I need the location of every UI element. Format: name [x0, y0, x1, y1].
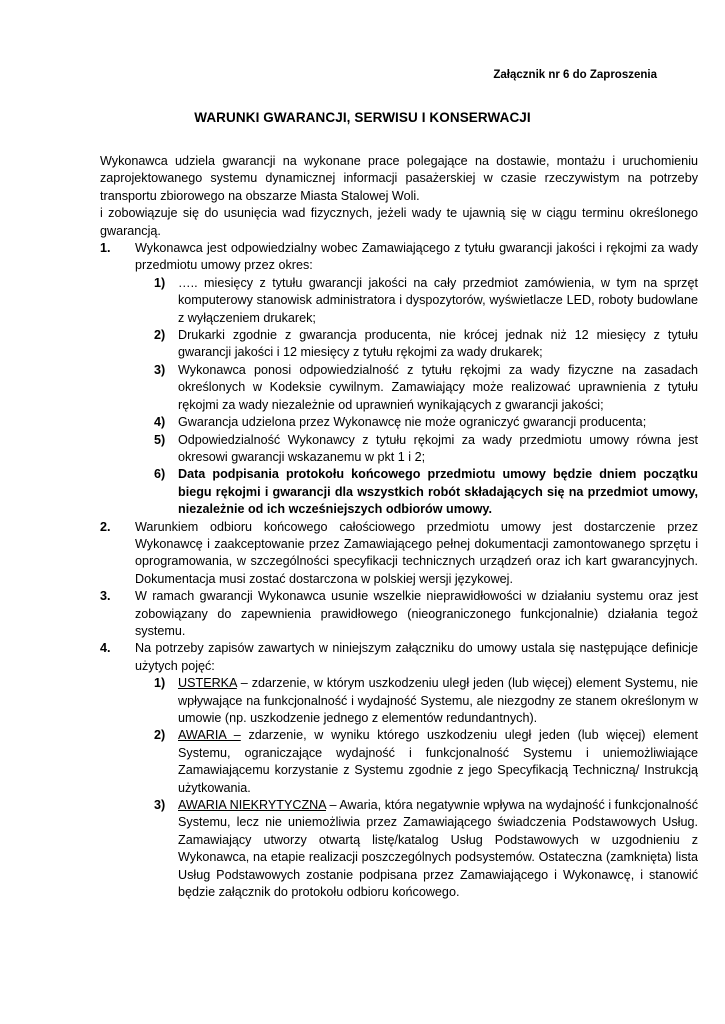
definition-term: AWARIA –: [178, 728, 241, 743]
list-item: [100, 588, 698, 640]
list-item: [100, 519, 698, 589]
document-title: WARUNKI GWARANCJI, SERWISU I KONSERWACJI: [194, 110, 531, 125]
item-number: 4.: [100, 641, 111, 656]
sub-item-text: Odpowiedzialność Wykonawcy z tytułu rękojmi za wady przedmiotu umowy równa jest okresowi gwarancji wskazanemu w pkt 1 i 2;: [178, 432, 698, 464]
item-text: Na potrzeby zapisów zawartych w niniejszym załączniku do umowy ustala się następujące definicje użytych pojęć:: [135, 641, 698, 673]
item-number: 2.: [100, 519, 111, 534]
sub-item-number: 1): [154, 676, 166, 691]
sub-item-number: 3): [154, 798, 166, 813]
sub-list-item: [100, 432, 698, 467]
item-text: Wykonawca jest odpowiedzialny wobec Zamawiającego z tytułu gwarancji jakości i rękojmi za wady przedmiotu umowy przez okres:: [135, 241, 698, 273]
sub-item-number: 2): [154, 728, 166, 743]
sub-list-item: [100, 727, 698, 797]
sub-list-item: [100, 797, 698, 901]
sub-item-number: 6): [154, 467, 166, 482]
sub-item-number: 4): [154, 415, 166, 430]
sub-item-text: Drukarki zgodnie z gwarancja producenta, nie krócej jednak niż 12 miesięcy z tytułu gwarancji jakości i 12 miesięcy z tytułu rękojmi za wady drukarek;: [178, 328, 698, 360]
sub-item-text: Gwarancja udzielona przez Wykonawcę nie może ograniczyć gwarancji producenta;: [178, 415, 647, 430]
intro-paragraph: Wykonawca udziela gwarancji na wykonane prace polegające na dostawie, montażu i uruchomieniu zaprojektowanego systemu dynamicznej informacji pasażerskiej w czasie rzeczywistym na potrzeby transportu zbiorowego na obszarze Miasta Stalowej Woli.: [100, 154, 698, 203]
sub-list-item: [100, 275, 698, 327]
sub-item-number: 1): [154, 275, 166, 290]
sub-list-item: [100, 466, 698, 518]
definition-term: USTERKA: [178, 676, 237, 691]
item-text: Warunkiem odbioru końcowego całościowego przedmiotu umowy jest dostarczenie przez Wykonawcę i zaakceptowanie przez Zamawiającego pełnej dokumentacji zamontowanego sprzętu i oprogramowania, w szczególności specyfikacji technicznych urządzeń oraz ich kart gwarancyjnych. Dokumentacja musi zostać dostarczona w polskiej wersji językowej.: [135, 519, 698, 586]
main-list: [100, 240, 698, 901]
definition-text: zdarzenie, w wyniku którego uszkodzeniu uległ jeden (lub więcej) element Systemu, ograniczające wydajność i funkcjonalność Systemu i uniemożliwiające Zamawiającemu korzystanie z Systemu zgodnie z jego Specyfikacją Techniczną/ Instrukcją użytkowania.: [178, 728, 698, 795]
list-item: [100, 240, 698, 275]
sub-item-text: ….. miesięcy z tytułu gwarancji jakości na cały przedmiot zamówienia, w tym na sprzęt komputerowy stanowisk administratora i dyspozytorów, wyświetlacze LED, roboty budowlane z wyłączeniem drukarek;: [178, 275, 698, 325]
item-number: 1.: [100, 241, 111, 256]
intro-paragraph: i zobowiązuje się do usunięcia wad fizycznych, jeżeli wady te ujawnią się w ciągu terminu określonego gwarancją.: [100, 206, 698, 238]
sub-item-number: 3): [154, 362, 166, 377]
sub-list-item: [100, 414, 698, 431]
item-number: 3.: [100, 589, 111, 604]
sub-item-text: Wykonawca ponosi odpowiedzialność z tytułu rękojmi za wady fizyczne na zasadach określonych w Kodeksie cywilnym. Zamawiający może realizować uprawnienia z tytułu rękojmi za wady niezależnie od uprawnień wynikających z gwarancji jakości;: [178, 362, 698, 412]
annex-label: Załącznik nr 6 do Zaproszenia: [493, 69, 657, 81]
sub-item-number: 5): [154, 432, 166, 447]
sub-list-item: [100, 327, 698, 362]
list-item: [100, 640, 698, 675]
definition-term: AWARIA NIEKRYTYCZNA: [178, 798, 326, 813]
sub-list-item: [100, 675, 698, 727]
sub-list-item: [100, 362, 698, 414]
item-text: W ramach gwarancji Wykonawca usunie wszelkie nieprawidłowości w działaniu systemu oraz jest zobowiązany do zapewnienia prawidłowego (nieograniczonego funkcjonalnie) działania tegoż systemu.: [135, 589, 698, 638]
document-body: [100, 153, 698, 901]
definition-text: – zdarzenie, w którym uszkodzeniu uległ jeden (lub więcej) element Systemu, nie wpływające na funkcjonalność i wydajność Systemu, ale niezgodny ze stanem określonym w umowie (np. uszkodzenie jednego z elementów redundantnych).: [178, 676, 698, 725]
sub-item-number: 2): [154, 328, 166, 343]
sub-item-text: Data podpisania protokołu końcowego przedmiotu umowy będzie dniem początku biegu rękojmi i gwarancji dla wszystkich robót składających się na przedmiot umowy, niezależnie od ich wcześniejszych odbiorów umowy.: [178, 467, 698, 517]
definition-text: – Awaria, która negatywnie wpływa na wydajność i funkcjonalność Systemu, lecz nie uniemożliwia przez Zamawiającego świadczenia Podstawowych Usług. Zamawiający utworzy otwartą listę/katalog Usług Podstawowych w uzgodnieniu z Wykonawca, na etapie realizacji poszczególnych podsystemów. Ostateczna (zamknięta) lista Usług Podstawowych zostanie podpisana przez Zamawiającego i Wykonawcę, i stanowić będzie załącznik do protokołu odbioru końcowego.: [178, 798, 698, 900]
